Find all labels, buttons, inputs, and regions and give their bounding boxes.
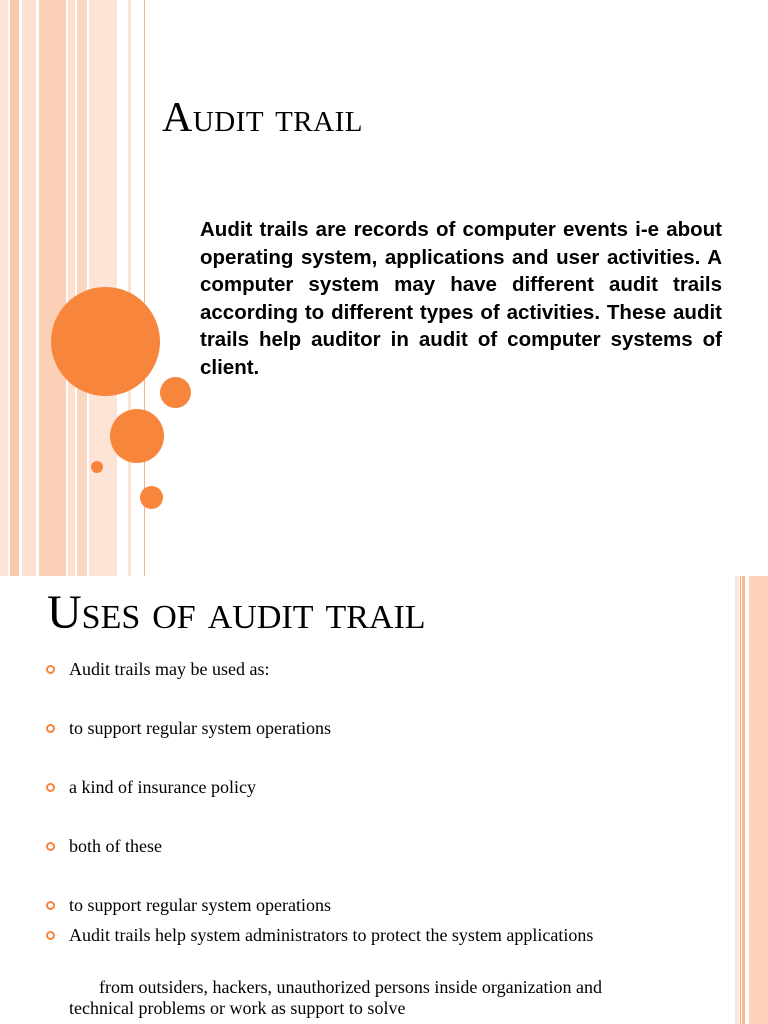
- list-item: [69, 925, 669, 946]
- list-item-text: a kind of insurance policy: [69, 777, 256, 797]
- list-item-text: Audit trails help system administrators to protect the system applications: [69, 925, 594, 945]
- list-item-text: both of these: [69, 836, 162, 856]
- slide-title: Uses of audit trail: [47, 586, 426, 639]
- circle-bullet-icon: [46, 931, 55, 940]
- slide-body-text: Audit trails are records of computer events i-e about operating system, applications and user activities. A computer system may have different audit trails according to different types of activities. These audit trails help auditor in audit of computer systems of client.: [200, 218, 722, 379]
- list-item-text: to support regular system operations: [69, 718, 331, 738]
- slide-title: Audit trail: [162, 95, 363, 141]
- circle-bullet-icon: [46, 901, 55, 910]
- circle-bullet-icon: [46, 842, 55, 851]
- continuation-text: from outsiders, hackers, unauthorized persons inside organization and technical problems or work as support to solve: [69, 977, 603, 1018]
- list-item: [69, 718, 669, 739]
- circle-bullet-icon: [46, 783, 55, 792]
- circle-bullet-icon: [46, 724, 55, 733]
- list-item: [69, 777, 669, 798]
- list-item: [69, 659, 669, 680]
- circle-bullet-icon: [46, 665, 55, 674]
- list-item-text: Audit trails may be used as:: [69, 659, 270, 679]
- list-item-text: to support regular system operations: [69, 895, 331, 915]
- list-item: [69, 836, 669, 857]
- list-item: [69, 895, 669, 916]
